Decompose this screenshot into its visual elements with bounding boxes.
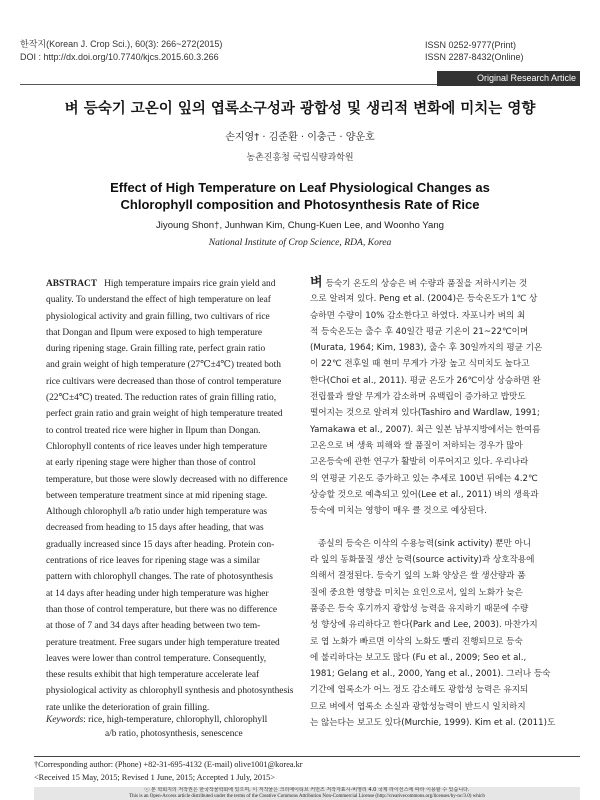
abstract-line: (22℃±4℃) treated. The reduction rates of grain filling ratio, [46, 393, 277, 404]
abstract-line: gradually increased since 15 days after heading. Protein con- [46, 539, 275, 550]
body-korean-line [310, 519, 560, 535]
header-rule [20, 72, 437, 85]
body-korean-line: 라 잎의 동화물질 생산 능력(source activity)과 상호작용에 [310, 555, 535, 566]
abstract-line: leaves were lower than control temperature. Consequently, [46, 653, 267, 664]
body-korean-line: 종실의 등숙은 이삭의 수용능력(sink activity) 뿐만 아니 [318, 538, 532, 549]
body-korean-line: 떨어지는 것으로 알려져 있다(Tashiro and Wardlaw, 1991; [310, 408, 540, 419]
abstract-line: pattern with chlorophyll changes. The rate of photosynthesis [46, 572, 273, 583]
abstract-line: to control treated rice were higher in Ilpum than Dongan. [46, 425, 261, 436]
keywords [46, 713, 296, 741]
abstract-heading: ABSTRACT [46, 279, 98, 289]
abstract-line: rate unlike the deterioration of grain filling. [46, 702, 210, 713]
journal-citation: 한작지(Korean J. Crop Sci.), 60(3): 266~272(2015) [20, 39, 223, 49]
english-authors: Jiyoung Shon†, Junhwan Kim, Chung-Kuen Lee, and Woonho Yang [155, 220, 445, 231]
body-korean-line: 등숙에 미치는 영향이 매우 클 것으로 예상된다. [310, 506, 487, 517]
abstract-line: Although chlorophyll a/b ratio under high temperature was [46, 507, 268, 518]
body-korean-line: 적 등숙온도는 출수 후 40일간 평균 기온이 21~22℃이며 [310, 326, 529, 337]
body-korean-line: 기간에 엽록소가 어느 정도 감소해도 광합성 능력은 유지되 [310, 685, 529, 696]
keywords-line1: : rice, high-temperature, chlorophyll, chlorophyll [83, 715, 268, 725]
abstract-line: perature treatment. Free sugars under high temperature treated [46, 637, 280, 648]
abstract-line: physiological activity and grain filling, two cultivars of rice [46, 311, 270, 322]
body-korean-line: 한다(Choi et al., 2011). 평균 온도가 26℃이상 상승하면 완 [310, 375, 541, 386]
abstract-line: temperature, but those were slowly decreased with no difference [46, 474, 288, 485]
abstract-line: at those of 7 and 34 days after heading between two tem- [46, 621, 261, 632]
body-korean-line: (Murata, 1964; Kim, 1983), 출수 후 30일까지의 평균 기온 [310, 343, 543, 354]
abstract-line: physiological activity as chlorophyll synthesis and photosynthesis [46, 686, 294, 697]
body-korean-line: 성 향상에 유리하다고 한다(Park and Lee, 2003). 마찬가지 [310, 620, 538, 631]
doi-link[interactable]: DOI : http://dx.doi.org/10.7740/kjcs.2015.60.3.266 [20, 52, 219, 62]
body-korean-line: 에 불리하다는 보고도 많다 (Fu et al., 2009; Seo et al., [310, 652, 527, 663]
body-korean [310, 275, 560, 731]
abstract-text [46, 292, 296, 716]
abstract-line: between temperature treatment since at mid ripening stage. [46, 490, 268, 501]
body-korean-line: 고온등숙에 관한 연구가 활발히 이루어지고 있다. 우리나라 [310, 457, 529, 468]
abstract-lead: High temperature impairs rice grain yield and [104, 279, 276, 289]
korean-authors: 손지영† · 김준환 · 이충근 · 양운호 [225, 132, 375, 143]
issn-print: ISSN 0252-9777(Print) [425, 40, 517, 50]
footnote-rule [34, 756, 580, 757]
abstract-line: perfect grain ratio and grain weight of high temperature treated [46, 409, 283, 420]
body-korean-line: 승하면 수량이 10% 감소한다고 하였다. 자포니카 벼의 최 [310, 310, 526, 321]
body-korean-line: 1981; Gelang et al., 2000, Yang et al., 2001). 그러나 등숙 [310, 669, 551, 680]
korean-affiliation: 농촌진흥청 국립식량과학원 [246, 153, 354, 163]
body-korean-line: 전립률과 쌀알 무게가 감소하며 유백립이 증가하고 밥맛도 [310, 392, 526, 403]
abstract-line: and grain weight of high temperature (27℃±4℃) treated both [46, 360, 281, 371]
body-korean-line: 이 22℃ 전후일 때 현미 무게가 가장 높고 식미치도 높다고 [310, 359, 530, 370]
abstract [46, 276, 296, 716]
keywords-label: Keywords [46, 715, 84, 725]
body-korean-line: 의해서 결정된다. 등숙기 잎의 노화 양상은 쌀 생산량과 품 [310, 571, 526, 582]
article-type-badge: Original Research Article [437, 71, 580, 86]
abstract-line: during ripening stage. Grain filling rate, perfect grain ratio [46, 344, 266, 355]
corresponding-author: †Corresponding author: (Phone) +82-31-695-4132 (E-mail) olive1001@korea.kr [34, 760, 303, 769]
keywords-line2: a/b ratio, photosynthesis, senescence [105, 729, 243, 739]
body-korean-line: 상승할 것으로 예측되고 있어(Lee et al., 2011) 벼의 생육과 [310, 489, 539, 500]
body-korean-line: 질에 중요한 영향을 미치는 요인으로서, 잎의 노화가 늦은 [310, 587, 523, 598]
abstract-line: these results exhibit that high temperature accelerate leaf [46, 670, 260, 681]
abstract-line: Chlorophyll contents of rice leaves under high temperature [46, 441, 268, 452]
body-korean-line: 는 않는다는 보고도 있다(Murchie, 1999). Kim et al. (2011)도 [310, 718, 556, 729]
abstract-line: centrations of rice leaves for ripening stage was a similar [46, 556, 260, 567]
english-title-line2: Chlorophyll composition and Photosynthesis Rate of Rice [120, 197, 480, 212]
abstract-line: at 14 days after heading under high temperature was higher [46, 588, 269, 599]
body-korean-line: 품종은 등숙 후기까지 광합성 능력을 유지하기 때문에 수량 [310, 603, 529, 614]
abstract-line: that Dongan and Ilpum were exposed to high temperature [46, 327, 263, 338]
english-title-line1: Effect of High Temperature on Leaf Physiological Changes as [110, 180, 490, 195]
issn-online: ISSN 2287-8432(Online) [425, 52, 524, 62]
english-affiliation: National Institute of Crop Science, RDA, Korea [208, 237, 392, 248]
body-korean-line: 고온으로 벼 생육 피해와 쌀 품질이 저하되는 경우가 많아 [310, 440, 523, 451]
copyright-text: ⓒ 본 학회지의 저작권은 한국작물학회에 있으며, 이 저작물은 크리에이티브 커먼즈 저작자표시-비영리 4.0 국제 라이선스에 따라 이용할 수 있습니다. [144, 787, 470, 793]
received-dates: <Received 15 May, 2015; Revised 1 June, 2015; Accepted 1 July, 2015> [34, 773, 276, 782]
license-box [34, 787, 580, 800]
body-korean-line: 벼등숙기 온도의 상승은 벼 수량과 품질을 저하시키는 것 [310, 275, 528, 290]
korean-title: 벼 등숙기 고온이 잎의 엽록소구성과 광합성 및 생리적 변화에 미치는 영향 [64, 101, 536, 117]
body-korean-line: Yamakawa et al., 2007). 최근 일본 남부지방에서는 한여름 [310, 424, 541, 435]
body-korean-text [310, 275, 560, 731]
abstract-line: decreased from heading to 15 days after heading, that was [46, 523, 264, 534]
abstract-line: quality. To understand the effect of high temperature on leaf [46, 295, 271, 306]
body-korean-line: 로 엽 노화가 빠르면 이삭의 노화도 빨리 진행되므로 등숙 [310, 636, 523, 647]
license-line1: This is an Open-Access article distributed under the terms of the Creative Commons Attribution Non-Commercial License (http://creativecommons.org/licenses/by-nc/3.0) which [129, 794, 485, 799]
body-korean-line: 므로 벼에서 엽록소 소실과 광합성능력이 반드시 일치하지 [310, 701, 526, 712]
abstract-line: at early ripening stage were higher than those of control [46, 458, 256, 469]
dropcap: 벼 [310, 275, 323, 290]
abstract-line: than those of control temperature, but there was no difference [46, 604, 277, 615]
body-korean-line: 으로 알려져 있다. Peng et al. (2004)은 등숙온도가 1℃ 상 [310, 294, 538, 305]
abstract-line: rice cultivars were decreased than those of control temperature [46, 376, 282, 387]
body-korean-line: 의 연평균 기온도 증가하고 있는 추세로 100년 뒤에는 4.2℃ [310, 473, 538, 484]
